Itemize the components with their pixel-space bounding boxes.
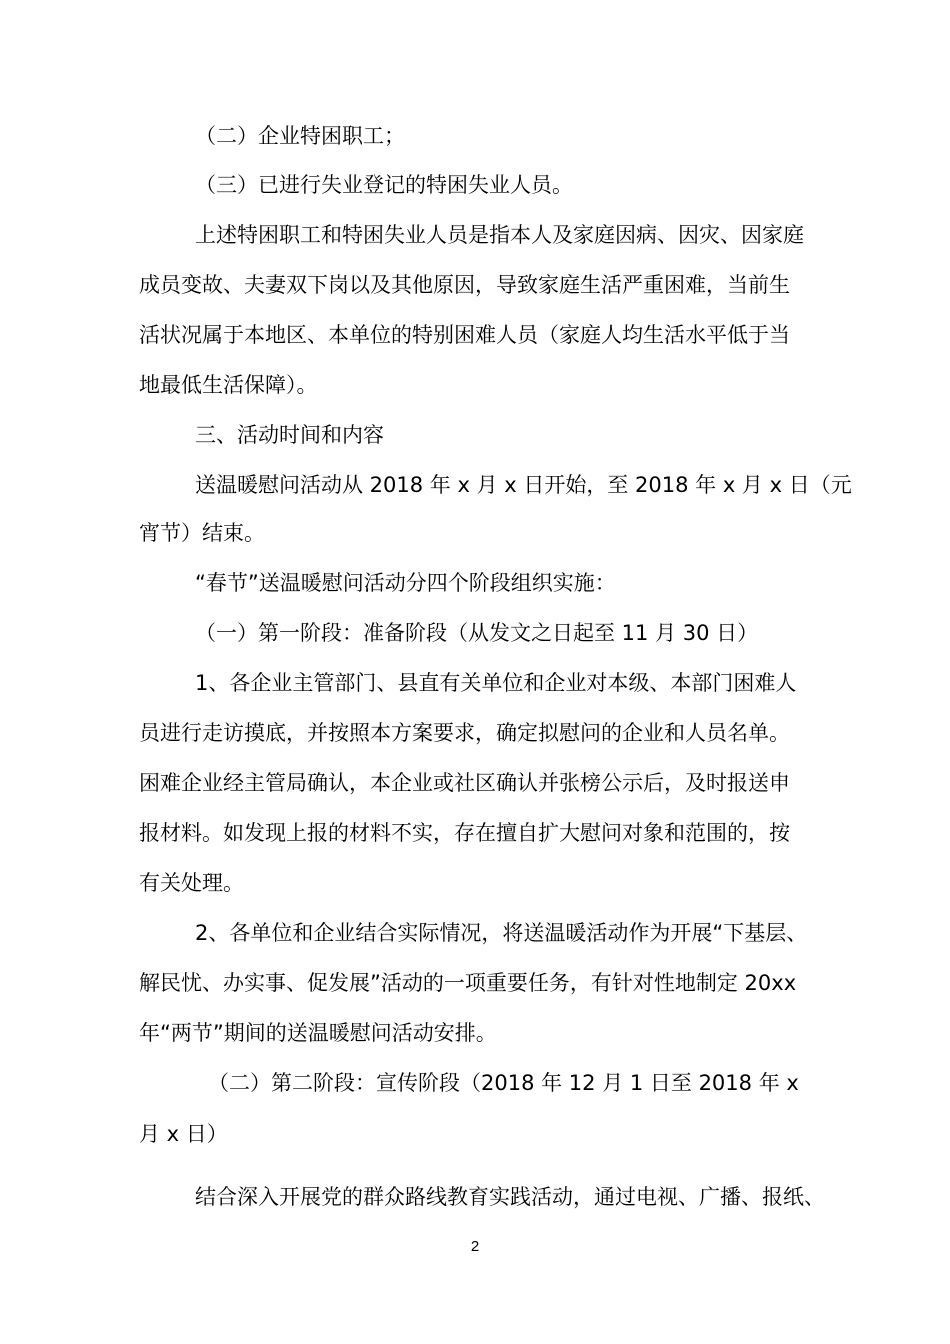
text-line: （一）第一阶段：准备阶段（从发文之日起至 11 月 30 日） bbox=[195, 621, 759, 645]
text-line: （三）已进行失业登记的特困失业人员。 bbox=[195, 173, 573, 197]
text-line: 有关处理。 bbox=[139, 871, 244, 895]
text-line: 结合深入开展党的群众路线教育实践活动，通过电视、广播、报纸、 bbox=[195, 1185, 825, 1209]
text-line: 员进行走访摸底，并按照本方案要求，确定拟慰问的企业和人员名单。 bbox=[139, 721, 790, 745]
text-line: 送温暖慰问活动从 2018 年 x 月 x 日开始，至 2018 年 x 月 x 日（元 bbox=[195, 473, 852, 497]
text-line: 月 x 日） bbox=[139, 1122, 228, 1146]
page-number: 2 bbox=[470, 1238, 480, 1255]
text-line: 报材料。如发现上报的材料不实，存在擅自扩大慰问对象和范围的，按 bbox=[139, 821, 790, 845]
text-line: 地最低生活保障）。 bbox=[139, 373, 318, 397]
text-line: 年“两节”期间的送温暖慰问活动安排。 bbox=[139, 1021, 497, 1045]
text-line: 上述特困职工和特困失业人员是指本人及家庭因病、因灾、因家庭 bbox=[195, 223, 804, 247]
text-line: “春节”送温暖慰问活动分四个阶段组织实施： bbox=[195, 571, 616, 595]
text-line: 成员变故、夫妻双下岗以及其他原因，导致家庭生活严重困难，当前生 bbox=[139, 273, 790, 297]
text-line: （二）企业特困职工； bbox=[195, 124, 405, 148]
text-line: 活状况属于本地区、本单位的特别困难人员（家庭人均生活水平低于当 bbox=[139, 323, 790, 347]
text-line: 困难企业经主管局确认，本企业或社区确认并张榜公示后，及时报送申 bbox=[139, 771, 790, 795]
text-line: 解民忧、办实事、促发展”活动的一项重要任务，有针对性地制定 20xx bbox=[139, 971, 797, 995]
text-line: 2、各单位和企业结合实际情况，将送温暖活动作为开展“下基层、 bbox=[195, 921, 808, 945]
text-line: （二）第二阶段：宣传阶段（2018 年 12 月 1 日至 2018 年 x bbox=[208, 1071, 799, 1095]
text-line: 宵节）结束。 bbox=[139, 521, 265, 545]
text-line: 1、各企业主管部门、县直有关单位和企业对本级、本部门困难人 bbox=[195, 671, 797, 695]
section-heading: 三、活动时间和内容 bbox=[195, 423, 384, 447]
